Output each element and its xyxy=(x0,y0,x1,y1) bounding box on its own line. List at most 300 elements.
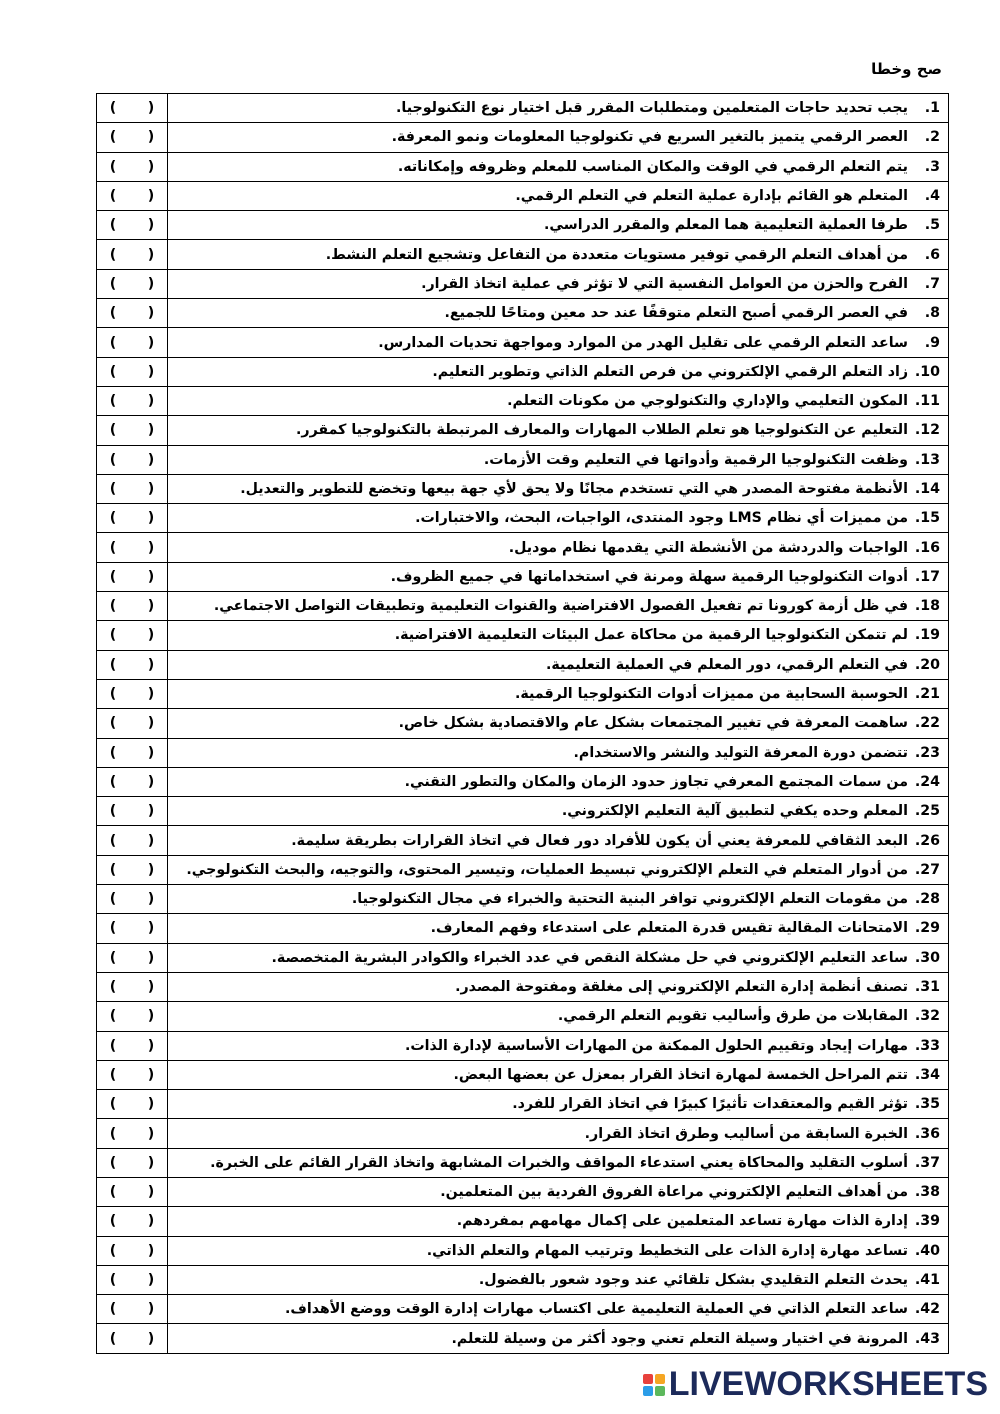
question-text: طرفا العملية التعليمية هما المعلم والمقرر الدراسي. xyxy=(544,217,908,234)
question-cell xyxy=(168,709,949,738)
question-cell xyxy=(168,386,949,415)
question-row xyxy=(97,152,949,181)
answer-open-paren: ( xyxy=(109,656,117,673)
question-number: .30 xyxy=(914,949,940,966)
answer-close-paren: ) xyxy=(147,598,155,615)
answer-close-paren: ) xyxy=(147,100,155,117)
answer-open-paren: ( xyxy=(109,1272,117,1289)
answer-close-paren: ) xyxy=(147,656,155,673)
answer-close-paren: ) xyxy=(147,539,155,556)
question-text: المرونة في اختيار وسيلة التعلم تعني وجود أكثر من وسيلة للتعلم. xyxy=(451,1330,908,1347)
question-number: .27 xyxy=(914,861,940,878)
answer-close-paren: ) xyxy=(147,1184,155,1201)
answer-close-paren: ) xyxy=(147,1096,155,1113)
question-cell xyxy=(168,240,949,269)
answer-close-paren: ) xyxy=(147,393,155,410)
answer-close-paren: ) xyxy=(147,158,155,175)
question-cell xyxy=(168,211,949,240)
logo-square xyxy=(655,1374,665,1384)
question-row xyxy=(97,386,949,415)
answer-open-paren: ( xyxy=(109,539,117,556)
answer-close-paren: ) xyxy=(147,861,155,878)
question-text: في التعلم الرقمي، دور المعلم في العملية التعليمية. xyxy=(546,656,908,673)
answer-close-paren: ) xyxy=(147,1242,155,1259)
question-row xyxy=(97,1207,949,1236)
answer-close-paren: ) xyxy=(147,188,155,205)
answer-open-paren: ( xyxy=(109,334,117,351)
answer-close-paren: ) xyxy=(147,715,155,732)
question-row xyxy=(97,943,949,972)
answer-box[interactable] xyxy=(97,152,168,181)
answer-box[interactable] xyxy=(97,299,168,328)
answer-box[interactable] xyxy=(97,328,168,357)
question-row xyxy=(97,1148,949,1177)
question-cell xyxy=(168,416,949,445)
question-number: .35 xyxy=(914,1096,940,1113)
answer-open-paren: ( xyxy=(109,832,117,849)
question-row xyxy=(97,416,949,445)
answer-box[interactable] xyxy=(97,1177,168,1206)
answer-box[interactable] xyxy=(97,1295,168,1324)
question-cell xyxy=(168,1236,949,1265)
answer-close-paren: ) xyxy=(147,773,155,790)
question-text: في ظل أزمة كورونا تم تفعيل الفصول الافتراضية والقنوات التعليمية وتطبيقات التواصل الاجتماعي. xyxy=(213,598,908,615)
question-text: البعد الثقافي للمعرفة يعني أن يكون للأفراد دور فعال في اتخاذ القرارات بطريقة سليمة. xyxy=(291,832,908,849)
answer-close-paren: ) xyxy=(147,1008,155,1025)
question-number: .7 xyxy=(924,275,940,292)
answer-open-paren: ( xyxy=(109,1096,117,1113)
question-row xyxy=(97,826,949,855)
answer-close-paren: ) xyxy=(147,246,155,263)
logo-square xyxy=(643,1374,653,1384)
question-row xyxy=(97,709,949,738)
question-text: تتم المراحل الخمسة لمهارة اتخاذ القرار بمعزل عن بعضها البعض. xyxy=(453,1066,908,1083)
answer-open-paren: ( xyxy=(109,305,117,322)
question-cell xyxy=(168,1265,949,1294)
question-row xyxy=(97,269,949,298)
question-text: وظفت التكنولوجيا الرقمية وأدواتها في التعليم وقت الأزمات. xyxy=(483,451,908,468)
liveworksheets-logo xyxy=(643,1365,988,1404)
question-row xyxy=(97,1324,949,1353)
question-row xyxy=(97,533,949,562)
question-row xyxy=(97,914,949,943)
answer-open-paren: ( xyxy=(109,217,117,234)
question-number: .32 xyxy=(914,1008,940,1025)
question-number: .12 xyxy=(914,422,940,439)
question-text: المعلم وحده يكفي لتطبيق آلية التعليم الإلكتروني. xyxy=(561,803,908,820)
answer-open-paren: ( xyxy=(109,129,117,146)
question-cell xyxy=(168,1090,949,1119)
question-text: ساهمت المعرفة في تغيير المجتمعات بشكل عام والاقتصادية بشكل خاص. xyxy=(398,715,908,732)
question-row xyxy=(97,1060,949,1089)
question-text: تساعد مهارة إدارة الذات على التخطيط وترتيب المهام والتعلم الذاتي. xyxy=(426,1242,908,1259)
question-row xyxy=(97,1119,949,1148)
answer-box[interactable] xyxy=(97,738,168,767)
answer-close-paren: ) xyxy=(147,334,155,351)
question-cell xyxy=(168,1177,949,1206)
answer-close-paren: ) xyxy=(147,1213,155,1230)
question-row xyxy=(97,357,949,386)
answer-box[interactable] xyxy=(97,240,168,269)
question-cell xyxy=(168,943,949,972)
answer-box[interactable] xyxy=(97,562,168,591)
question-text: من أهداف التعلم الرقمي توفير مستويات متعددة من التفاعل وتشجيع التعلم النشط. xyxy=(325,246,908,263)
question-number: .2 xyxy=(924,129,940,146)
question-number: .21 xyxy=(914,686,940,703)
question-number: .6 xyxy=(924,246,940,263)
question-text: الواجبات والدردشة من الأنشطة التي يقدمها نظام موديل. xyxy=(508,539,908,556)
worksheet-title: صح وخطا xyxy=(871,60,942,78)
question-row xyxy=(97,445,949,474)
question-number: .43 xyxy=(914,1330,940,1347)
question-cell xyxy=(168,123,949,152)
question-row xyxy=(97,592,949,621)
answer-box[interactable] xyxy=(97,1236,168,1265)
question-cell xyxy=(168,1295,949,1324)
answer-open-paren: ( xyxy=(109,481,117,497)
answer-box[interactable] xyxy=(97,1207,168,1236)
answer-close-paren: ) xyxy=(147,832,155,849)
question-text: التعليم عن التكنولوجيا هو تعلم الطلاب المهارات والمعارف المرتبطة بالتكنولوجيا كمقرر. xyxy=(296,422,908,439)
question-number: .22 xyxy=(914,715,940,732)
question-text: الخبرة السابقة من أساليب وطرق اتخاذ القرار. xyxy=(584,1125,908,1142)
answer-open-paren: ( xyxy=(109,949,117,966)
question-text: زاد التعلم الرقمي الإلكتروني من فرص التعلم الذاتي وتطوير التعليم. xyxy=(432,363,908,380)
question-text: في العصر الرقمي أصبح التعلم متوقفًا عند حد معين ومتاحًا للجميع. xyxy=(444,305,908,322)
answer-open-paren: ( xyxy=(109,803,117,820)
question-number: .38 xyxy=(914,1184,940,1201)
answer-close-paren: ) xyxy=(147,129,155,146)
answer-open-paren: ( xyxy=(109,451,117,468)
question-text: تتضمن دورة المعرفة التوليد والنشر والاستخدام. xyxy=(573,744,908,761)
answer-box[interactable] xyxy=(97,1324,168,1353)
question-text: تصنف أنظمة إدارة التعلم الإلكتروني إلى مغلقة ومفتوحة المصدر. xyxy=(455,979,908,996)
answer-open-paren: ( xyxy=(109,393,117,410)
answer-close-paren: ) xyxy=(147,422,155,439)
question-text: إدارة الذات مهارة تساعد المتعلمين على إكمال مهامهم بمفردهم. xyxy=(456,1213,908,1230)
answer-box[interactable] xyxy=(97,386,168,415)
answer-box[interactable] xyxy=(97,445,168,474)
question-cell xyxy=(168,972,949,1001)
question-row xyxy=(97,1002,949,1031)
question-cell xyxy=(168,533,949,562)
answer-open-paren: ( xyxy=(109,188,117,205)
answer-open-paren: ( xyxy=(109,1213,117,1230)
answer-open-paren: ( xyxy=(109,246,117,263)
question-number: .3 xyxy=(924,158,940,175)
question-row xyxy=(97,1265,949,1294)
answer-open-paren: ( xyxy=(109,275,117,292)
answer-close-paren: ) xyxy=(147,510,155,527)
question-row xyxy=(97,738,949,767)
question-number: .19 xyxy=(914,627,940,644)
question-cell xyxy=(168,357,949,386)
question-number: .26 xyxy=(914,832,940,849)
answer-box[interactable] xyxy=(97,1060,168,1089)
question-text: المقابلات من طرق وأساليب تقويم التعلم الرقمي. xyxy=(557,1008,908,1025)
question-row xyxy=(97,621,949,650)
logo-square xyxy=(655,1386,665,1396)
question-text: من أدوار المتعلم في التعلم الإلكتروني تبسيط العمليات، وتيسير المحتوى، والتوجيه، والبحث التكنولوجي. xyxy=(186,861,908,878)
question-row xyxy=(97,1236,949,1265)
question-row xyxy=(97,1295,949,1324)
answer-close-paren: ) xyxy=(147,686,155,703)
question-row xyxy=(97,504,949,533)
answer-open-paren: ( xyxy=(109,773,117,790)
logo-square xyxy=(643,1386,653,1396)
answer-box[interactable] xyxy=(97,797,168,826)
question-cell xyxy=(168,797,949,826)
question-row xyxy=(97,767,949,796)
answer-box[interactable] xyxy=(97,474,168,503)
question-number: .29 xyxy=(914,920,940,937)
answer-box[interactable] xyxy=(97,679,168,708)
answer-close-paren: ) xyxy=(147,1154,155,1171)
answer-open-paren: ( xyxy=(109,861,117,878)
answer-open-paren: ( xyxy=(109,1037,117,1054)
question-cell xyxy=(168,474,949,503)
answer-box[interactable] xyxy=(97,914,168,943)
question-number: .5 xyxy=(924,217,940,234)
question-number: .11 xyxy=(914,393,940,410)
answer-open-paren: ( xyxy=(109,1330,117,1347)
question-number: .34 xyxy=(914,1066,940,1083)
answer-open-paren: ( xyxy=(109,920,117,937)
answer-box[interactable] xyxy=(97,533,168,562)
answer-box[interactable] xyxy=(97,972,168,1001)
logo-text: LIVEWORKSHEETS xyxy=(668,1365,988,1403)
question-row xyxy=(97,240,949,269)
question-number: .31 xyxy=(914,979,940,996)
question-row xyxy=(97,328,949,357)
answer-box[interactable] xyxy=(97,885,168,914)
answer-close-paren: ) xyxy=(147,920,155,937)
answer-open-paren: ( xyxy=(109,1125,117,1142)
question-text: من مميزات أي نظام LMS وجود المنتدى، الواجبات، البحث، والاختبارات. xyxy=(415,510,908,527)
answer-box[interactable] xyxy=(97,767,168,796)
question-text: لم تتمكن التكنولوجيا الرقمية من محاكاة عمل البيئات التعليمية الافتراضية. xyxy=(394,627,908,644)
answer-open-paren: ( xyxy=(109,598,117,615)
question-text: الأنظمة مفتوحة المصدر هي التي تستخدم مجانًا ولا يحق لأي جهة بيعها وتخضع للتطوير والتعديل. xyxy=(240,481,908,497)
answer-close-paren: ) xyxy=(147,481,155,497)
question-row xyxy=(97,181,949,210)
question-number: .8 xyxy=(924,305,940,322)
question-cell xyxy=(168,94,949,123)
answer-box[interactable] xyxy=(97,621,168,650)
question-number: .20 xyxy=(914,656,940,673)
question-cell xyxy=(168,504,949,533)
answer-close-paren: ) xyxy=(147,627,155,644)
question-cell xyxy=(168,1148,949,1177)
question-cell xyxy=(168,181,949,210)
answer-box[interactable] xyxy=(97,1148,168,1177)
question-number: .33 xyxy=(914,1037,940,1054)
question-cell xyxy=(168,152,949,181)
question-cell xyxy=(168,679,949,708)
answer-open-paren: ( xyxy=(109,1066,117,1083)
question-cell xyxy=(168,650,949,679)
answer-open-paren: ( xyxy=(109,744,117,761)
answer-open-paren: ( xyxy=(109,363,117,380)
question-cell xyxy=(168,592,949,621)
question-row xyxy=(97,1031,949,1060)
question-number: .28 xyxy=(914,891,940,908)
question-text: يتم التعلم الرقمي في الوقت والمكان المناسب للمعلم وظروفه وإمكاناته. xyxy=(397,158,908,175)
answer-close-paren: ) xyxy=(147,1125,155,1142)
question-row xyxy=(97,650,949,679)
question-number: .41 xyxy=(914,1272,940,1289)
question-number: .9 xyxy=(924,334,940,351)
answer-box[interactable] xyxy=(97,943,168,972)
answer-close-paren: ) xyxy=(147,568,155,585)
question-number: .15 xyxy=(914,510,940,527)
question-cell xyxy=(168,1207,949,1236)
question-text: أدوات التكنولوجيا الرقمية سهلة ومرنة في استخداماتها في جميع الظروف. xyxy=(390,568,908,585)
answer-box[interactable] xyxy=(97,181,168,210)
answer-close-paren: ) xyxy=(147,305,155,322)
question-row xyxy=(97,474,949,503)
answer-box[interactable] xyxy=(97,1002,168,1031)
question-cell xyxy=(168,621,949,650)
question-row xyxy=(97,299,949,328)
question-cell xyxy=(168,299,949,328)
answer-open-paren: ( xyxy=(109,1154,117,1171)
question-number: .13 xyxy=(914,451,940,468)
question-cell xyxy=(168,855,949,884)
question-number: .39 xyxy=(914,1213,940,1230)
question-row xyxy=(97,797,949,826)
question-text: من مقومات التعلم الإلكتروني توافر البنية التحتية والخبراء في مجال التكنولوجيا. xyxy=(351,891,908,908)
question-cell xyxy=(168,914,949,943)
answer-close-paren: ) xyxy=(147,1301,155,1318)
question-cell xyxy=(168,269,949,298)
question-number: .23 xyxy=(914,744,940,761)
question-number: .36 xyxy=(914,1125,940,1142)
question-text: مهارات إيجاد وتقييم الحلول الممكنة من المهارات الأساسية لإدارة الذات. xyxy=(404,1037,908,1054)
question-cell xyxy=(168,738,949,767)
answer-close-paren: ) xyxy=(147,891,155,908)
question-number: .17 xyxy=(914,568,940,585)
question-number: .40 xyxy=(914,1242,940,1259)
answer-close-paren: ) xyxy=(147,744,155,761)
answer-close-paren: ) xyxy=(147,979,155,996)
question-row xyxy=(97,885,949,914)
answer-box[interactable] xyxy=(97,123,168,152)
answer-close-paren: ) xyxy=(147,1066,155,1083)
answer-close-paren: ) xyxy=(147,1330,155,1347)
answer-box[interactable] xyxy=(97,94,168,123)
question-text: العصر الرقمي يتميز بالتغير السريع في تكنولوجيا المعلومات ونمو المعرفة. xyxy=(391,129,908,146)
answer-close-paren: ) xyxy=(147,451,155,468)
answer-box[interactable] xyxy=(97,709,168,738)
question-number: .24 xyxy=(914,773,940,790)
question-number: .10 xyxy=(914,363,940,380)
answer-open-paren: ( xyxy=(109,422,117,439)
question-text: تؤثر القيم والمعتقدات تأثيرًا كبيرًا في اتخاذ القرار للفرد. xyxy=(512,1096,908,1113)
answer-open-paren: ( xyxy=(109,158,117,175)
answer-box[interactable] xyxy=(97,855,168,884)
question-text: يحدث التعلم التقليدي بشكل تلقائي عند وجود شعور بالفضول. xyxy=(478,1272,908,1289)
question-cell xyxy=(168,1119,949,1148)
answer-open-paren: ( xyxy=(109,979,117,996)
question-cell xyxy=(168,445,949,474)
answer-box[interactable] xyxy=(97,504,168,533)
answer-box[interactable] xyxy=(97,1031,168,1060)
answer-open-paren: ( xyxy=(109,1184,117,1201)
question-text: ساعد التعلم الذاتي في العملية التعليمية على اكتساب مهارات إدارة الوقت ووضع الأهداف. xyxy=(285,1301,908,1318)
question-row xyxy=(97,679,949,708)
liveworksheets-logo-icon xyxy=(643,1374,665,1396)
question-text: المكون التعليمي والإداري والتكنولوجي من مكونات التعلم. xyxy=(507,393,908,410)
answer-box[interactable] xyxy=(97,1265,168,1294)
question-text: الامتحانات المقالية تقيس قدرة المتعلم على استدعاء وفهم المعارف. xyxy=(430,920,908,937)
answer-box[interactable] xyxy=(97,211,168,240)
answer-box[interactable] xyxy=(97,416,168,445)
answer-close-paren: ) xyxy=(147,1037,155,1054)
question-row xyxy=(97,855,949,884)
question-cell xyxy=(168,767,949,796)
question-text: أسلوب التقليد والمحاكاة يعني استدعاء المواقف والخبرات المشابهة واتخاذ القرار القائم على الخبرة. xyxy=(210,1154,908,1171)
question-row xyxy=(97,123,949,152)
question-row xyxy=(97,1177,949,1206)
question-number: .16 xyxy=(914,539,940,556)
question-cell xyxy=(168,328,949,357)
question-cell xyxy=(168,1031,949,1060)
question-cell xyxy=(168,1002,949,1031)
questions-table xyxy=(96,93,949,1354)
answer-open-paren: ( xyxy=(109,715,117,732)
question-text: يجب تحديد حاجات المتعلمين ومتطلبات المقرر قبل اختيار نوع التكنولوجيا. xyxy=(395,100,908,117)
answer-close-paren: ) xyxy=(147,803,155,820)
question-number: .42 xyxy=(914,1301,940,1318)
answer-open-paren: ( xyxy=(109,1008,117,1025)
answer-open-paren: ( xyxy=(109,100,117,117)
answer-close-paren: ) xyxy=(147,949,155,966)
answer-open-paren: ( xyxy=(109,686,117,703)
question-number: .14 xyxy=(914,481,940,497)
question-number: .18 xyxy=(914,598,940,615)
question-text: الفرح والحزن من العوامل النفسية التي لا تؤثر في عملية اتخاذ القرار. xyxy=(421,275,908,292)
question-text: الحوسبة السحابية من مميزات أدوات التكنولوجيا الرقمية. xyxy=(515,686,908,703)
answer-box[interactable] xyxy=(97,592,168,621)
question-row xyxy=(97,1090,949,1119)
question-text: من أهداف التعليم الإلكتروني مراعاة الفروق الفردية بين المتعلمين. xyxy=(440,1184,908,1201)
answer-box[interactable] xyxy=(97,650,168,679)
question-number: .4 xyxy=(924,188,940,205)
answer-box[interactable] xyxy=(97,1090,168,1119)
answer-box[interactable] xyxy=(97,269,168,298)
question-text: من سمات المجتمع المعرفي تجاوز حدود الزمان والمكان والتطور التقني. xyxy=(404,773,908,790)
answer-open-paren: ( xyxy=(109,627,117,644)
question-cell xyxy=(168,885,949,914)
question-row xyxy=(97,562,949,591)
answer-close-paren: ) xyxy=(147,363,155,380)
answer-open-paren: ( xyxy=(109,568,117,585)
question-row xyxy=(97,94,949,123)
question-cell xyxy=(168,826,949,855)
answer-box[interactable] xyxy=(97,1119,168,1148)
answer-close-paren: ) xyxy=(147,1272,155,1289)
question-row xyxy=(97,972,949,1001)
question-text: ساعد التعليم الإلكتروني في حل مشكلة النقص في عدد الخبراء والكوادر البشرية المتخصصة. xyxy=(271,949,908,966)
answer-box[interactable] xyxy=(97,357,168,386)
answer-close-paren: ) xyxy=(147,275,155,292)
question-cell xyxy=(168,562,949,591)
answer-close-paren: ) xyxy=(147,217,155,234)
question-number: .37 xyxy=(914,1154,940,1171)
answer-box[interactable] xyxy=(97,826,168,855)
question-row xyxy=(97,211,949,240)
